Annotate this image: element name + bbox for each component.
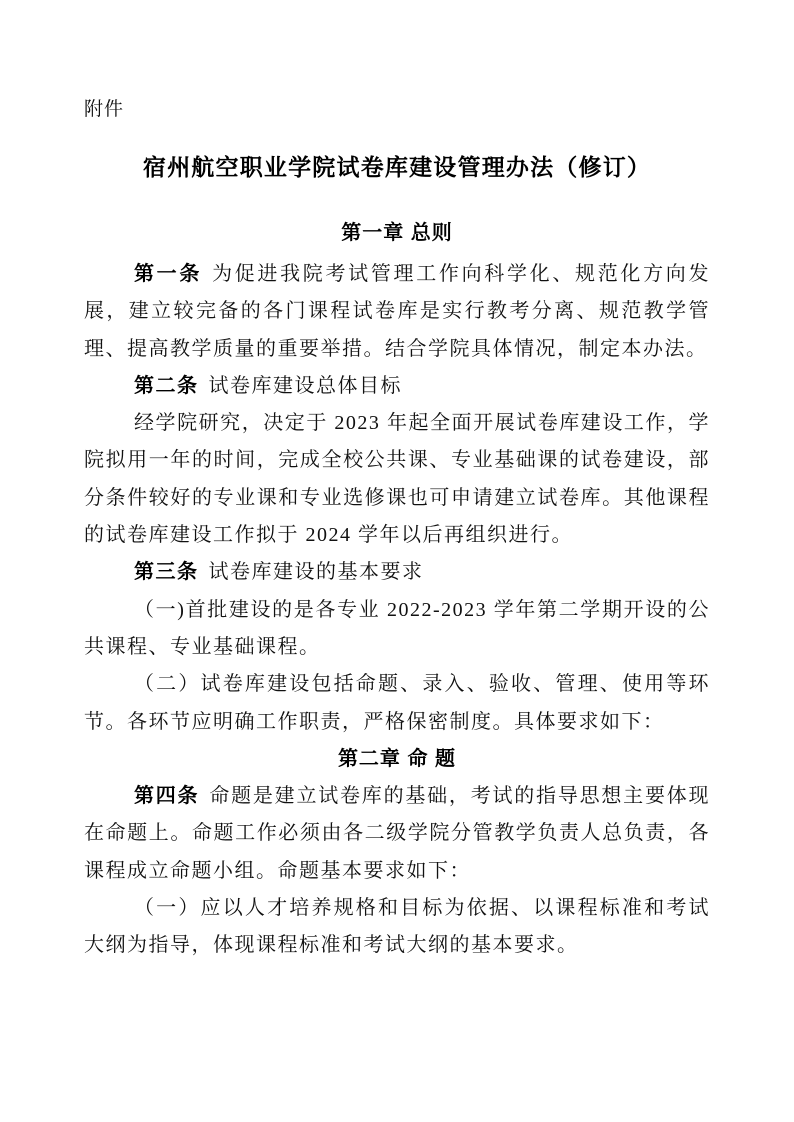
attachment-label: 附件 bbox=[84, 99, 125, 120]
article-3-item-1-paragraph: （一)首批建设的是各专业 2022-2023 学年第二学期开设的公共课程、专业基础课程。 bbox=[84, 598, 710, 658]
document-title: 宿州航空职业学院试卷库建设管理办法（修订） bbox=[142, 155, 652, 180]
chapter-1-heading: 第一章 总则 bbox=[341, 222, 453, 244]
article-2-body-paragraph: 经学院研究，决定于 2023 年起全面开展试卷库建设工作，学院拟用一年的时间，完成全校公共课、专业基础课的试卷建设，部分条件较好的专业课和专业选修课也可申请建立试卷库。其他课程的试卷库建设工作拟于 2024 学年以后再组织进行。 bbox=[84, 412, 710, 547]
article-3-number: 第三条 bbox=[134, 561, 199, 584]
article-3-item-2-paragraph: （二）试卷库建设包括命题、录入、验收、管理、使用等环节。各环节应明确工作职责，严格保密制度。具体要求如下： bbox=[84, 673, 710, 733]
article-1-paragraph bbox=[84, 256, 710, 368]
article-4-number: 第四条 bbox=[134, 785, 200, 808]
article-2-paragraph bbox=[84, 368, 710, 405]
article-3-paragraph bbox=[84, 554, 710, 591]
article-1-text: 为促进我院考试管理工作向科学化、规范化方向发展，建立较完备的各门课程试卷库是实行教考分离、规范教学管理、提高教学质量的重要举措。结合学院具体情况，制定本办法。 bbox=[84, 263, 710, 360]
article-4-text: 命题是建立试卷库的基础，考试的指导思想主要体现在命题上。命题工作必须由各二级学院分管教学负责人总负责，各课程成立命题小组。命题基本要求如下： bbox=[84, 785, 711, 882]
article-2-number: 第二条 bbox=[134, 374, 199, 397]
article-2-text: 试卷库建设总体目标 bbox=[208, 374, 402, 397]
article-4-item-1-paragraph: （一）应以人才培养规格和目标为依据、以课程标准和考试大纲为指导，体现课程标准和考试大纲的基本要求。 bbox=[84, 897, 710, 957]
chapter-2-heading: 第二章 命 题 bbox=[337, 747, 457, 770]
article-4-paragraph bbox=[84, 778, 710, 890]
article-1-number: 第一条 bbox=[134, 263, 203, 285]
article-3-text: 试卷库建设的基本要求 bbox=[208, 561, 424, 584]
